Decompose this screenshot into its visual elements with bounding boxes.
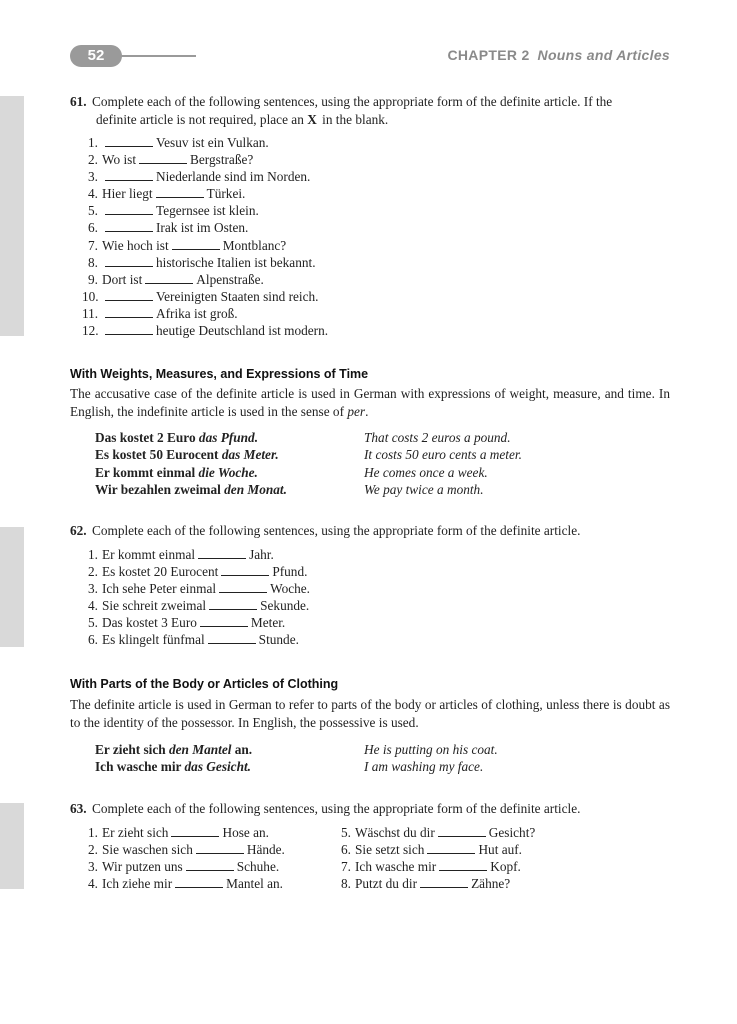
paragraph-text: The accusative case of the definite article is used in German with expressions of weight, measure, and time. In English, the indefinite article is used in the sense of: [70, 386, 670, 419]
exercise-item: [335, 875, 535, 892]
item-text-after: Tegernsee ist klein.: [156, 203, 259, 219]
exercise-item: [82, 134, 328, 151]
item-text-before: Wäschst du dir: [355, 825, 435, 840]
exercise-item: [82, 168, 328, 185]
item-text-after: Woche.: [270, 581, 311, 597]
answer-blank[interactable]: [105, 221, 153, 232]
answer-blank[interactable]: [105, 136, 153, 147]
item-number: 6.: [341, 842, 351, 858]
item-text-before: Er kommt einmal: [102, 547, 196, 562]
exercise-63-list-left: [82, 824, 285, 892]
exercise-item: [82, 322, 328, 339]
exercise-item: [82, 597, 310, 614]
item-number: 1.: [88, 135, 98, 150]
item-text-before: Dort ist: [102, 271, 143, 287]
item-number: 4.: [88, 186, 98, 202]
side-tab: [0, 96, 24, 336]
answer-blank[interactable]: [209, 599, 257, 610]
item-text-after: Gesicht?: [488, 825, 536, 840]
item-number: 5.: [341, 825, 351, 840]
answer-blank[interactable]: [105, 290, 153, 301]
item-number: 2.: [88, 152, 98, 168]
side-tab: [0, 527, 24, 647]
exercise-item: [82, 614, 310, 631]
item-text-after: Mantel an.: [226, 876, 284, 892]
example-en: It costs 50 euro cents a meter.: [364, 447, 522, 463]
answer-blank[interactable]: [105, 324, 153, 335]
item-text-after: Sekunde.: [260, 598, 310, 614]
english-translations: [364, 429, 522, 498]
example-de: Ich wasche mir das Gesicht.: [95, 759, 252, 775]
answer-blank[interactable]: [171, 826, 219, 837]
item-text-after: Bergstraße?: [190, 152, 254, 168]
example-en: I am washing my face.: [364, 759, 484, 775]
exercise-item: [82, 254, 328, 271]
exercise-item: [82, 237, 328, 254]
item-number: 10.: [82, 288, 99, 304]
item-text-before: Putzt du dir: [355, 876, 418, 892]
item-text-before: Ich ziehe mir: [102, 876, 173, 892]
item-number: 3.: [88, 859, 98, 875]
answer-blank[interactable]: [105, 256, 153, 267]
exercise-item: [82, 219, 328, 236]
section-paragraph: [70, 385, 670, 420]
item-text-after: Stunde.: [258, 632, 299, 648]
exercise-item: [82, 824, 285, 841]
exercise-item: [82, 858, 285, 875]
exercise-item: [82, 580, 310, 597]
exercise-item: [82, 288, 328, 305]
instruction-text: Complete each of the following sentences, using the appropriate form of the definite article.: [91, 801, 581, 816]
item-text-before: Es kostet 20 Eurocent: [102, 564, 219, 580]
exercise-number: 63.: [70, 801, 87, 816]
item-number: 2.: [88, 564, 98, 580]
answer-blank[interactable]: [105, 170, 153, 181]
answer-blank[interactable]: [156, 187, 204, 198]
item-text-before: Das kostet 3 Euro: [102, 615, 197, 631]
instruction-x: X: [307, 111, 317, 127]
exercise-item: [82, 631, 310, 648]
exercise-63-instructions: [70, 800, 670, 818]
item-number: 12.: [82, 323, 99, 339]
item-number: 5.: [88, 615, 98, 631]
item-number: 7.: [88, 237, 98, 253]
german-examples: [95, 741, 252, 776]
item-text-before: Wo ist: [102, 152, 137, 168]
answer-blank[interactable]: [105, 204, 153, 215]
exercise-item: [82, 202, 328, 219]
paragraph-text: .: [365, 403, 369, 419]
exercise-61-list: [82, 134, 328, 339]
answer-blank[interactable]: [420, 877, 468, 888]
answer-blank[interactable]: [200, 616, 248, 627]
answer-blank[interactable]: [172, 239, 220, 250]
exercise-item: [82, 875, 285, 892]
exercise-62-list: [82, 546, 310, 649]
section-title: With Weights, Measures, and Expressions of Time: [70, 367, 369, 381]
answer-blank[interactable]: [139, 153, 187, 164]
example-de: Er kommt einmal die Woche.: [95, 464, 258, 480]
item-number: 3.: [88, 169, 98, 185]
answer-blank[interactable]: [208, 633, 256, 644]
exercise-item: [82, 841, 285, 858]
paragraph-emphasis: per: [347, 403, 366, 419]
exercise-item: [82, 563, 310, 580]
item-text-before: Wir putzen uns: [102, 859, 183, 875]
item-text-after: Vereinigten Staaten sind reich.: [156, 288, 319, 304]
item-text-after: heutige Deutschland ist modern.: [156, 323, 329, 339]
exercise-63-list-right: [335, 824, 535, 892]
instruction-text: in the blank.: [318, 111, 389, 127]
example-de: Wir bezahlen zweimal den Monat.: [95, 481, 287, 497]
answer-blank[interactable]: [438, 826, 486, 837]
answer-blank[interactable]: [198, 548, 246, 559]
exercise-item: [82, 546, 310, 563]
item-text-before: Wie hoch ist: [102, 237, 169, 253]
item-text-before: Ich sehe Peter einmal: [102, 581, 217, 597]
side-tab: [0, 803, 24, 889]
item-number: 8.: [341, 876, 351, 892]
instruction-text: definite article is not required, place an: [96, 111, 308, 127]
example-de: Das kostet 2 Euro das Pfund.: [95, 430, 259, 445]
exercise-61-instructions: [70, 93, 670, 128]
answer-blank[interactable]: [196, 843, 244, 854]
item-number: 11.: [82, 305, 99, 321]
example-en: That costs 2 euros a pound.: [364, 430, 511, 445]
item-text-after: Zähne?: [471, 876, 511, 892]
item-text-after: Türkei.: [206, 186, 246, 202]
item-text-after: Pfund.: [272, 564, 308, 580]
header-rule: [118, 55, 196, 57]
item-text-after: Schuhe.: [236, 859, 280, 875]
item-number: 5.: [88, 203, 98, 219]
item-text-before: Sie waschen sich: [102, 842, 193, 858]
exercise-item: [82, 185, 328, 202]
item-text-after: Hose an.: [222, 825, 269, 840]
item-number: 2.: [88, 842, 98, 858]
item-text-before: Hier liegt: [102, 186, 153, 202]
exercise-item: [335, 841, 535, 858]
answer-blank[interactable]: [105, 307, 153, 318]
item-number: 7.: [341, 859, 351, 875]
english-translations: [364, 741, 498, 776]
german-examples: [95, 429, 287, 498]
item-text-after: Jahr.: [249, 547, 274, 562]
item-text-before: Ich wasche mir: [355, 859, 437, 875]
item-number: 9.: [88, 271, 98, 287]
instruction-text: Complete each of the following sentences, using the appropriate form of the definite article.: [91, 523, 581, 538]
item-number: 6.: [88, 220, 98, 236]
answer-blank[interactable]: [145, 273, 193, 284]
item-number: 1.: [88, 825, 98, 840]
item-text-after: Alpenstraße.: [196, 271, 264, 287]
answer-blank[interactable]: [439, 860, 487, 871]
item-number: 1.: [88, 547, 98, 562]
answer-blank[interactable]: [427, 843, 475, 854]
example-en: We pay twice a month.: [364, 481, 484, 497]
exercise-item: [82, 305, 328, 322]
chapter-label: CHAPTER 2: [447, 47, 530, 63]
answer-blank[interactable]: [175, 877, 223, 888]
exercise-item: [82, 151, 328, 168]
section-paragraph: The definite article is used in German to refer to parts of the body or articles of clothing, unless there is doubt as to the identity of the possessor. In English, the possessive is used.: [70, 697, 670, 730]
chapter-title: Nouns and Articles: [537, 47, 670, 63]
item-text-after: historische Italien ist bekannt.: [156, 254, 316, 270]
example-en: He is putting on his coat.: [364, 742, 498, 757]
item-text-after: Meter.: [250, 615, 286, 631]
answer-blank[interactable]: [219, 582, 267, 593]
item-number: 8.: [88, 254, 98, 270]
example-en: He comes once a week.: [364, 464, 488, 480]
example-de: Er zieht sich den Mantel an.: [95, 742, 253, 757]
exercise-item: [335, 858, 535, 875]
item-text-before: Sie setzt sich: [355, 842, 425, 858]
exercise-number: 61.: [70, 94, 87, 109]
item-text-after: Niederlande sind im Norden.: [156, 169, 311, 185]
page-number: 52: [70, 45, 122, 67]
item-number: 4.: [88, 876, 98, 892]
item-text-after: Irak ist im Osten.: [156, 220, 249, 236]
exercise-item: [335, 824, 535, 841]
chapter-header: [447, 47, 670, 63]
instruction-text: Complete each of the following sentences, using the appropriate form of the definite article. If the: [91, 94, 613, 109]
section-title: With Parts of the Body or Articles of Clothing: [70, 677, 339, 691]
item-text-before: Es klingelt fünfmal: [102, 632, 205, 648]
item-number: 6.: [88, 632, 98, 648]
exercise-item: [82, 271, 328, 288]
exercise-62-instructions: [70, 522, 670, 540]
example-de: Es kostet 50 Eurocent das Meter.: [95, 447, 279, 463]
item-text-after: Vesuv ist ein Vulkan.: [156, 135, 269, 150]
item-number: 4.: [88, 598, 98, 614]
item-text-after: Kopf.: [490, 859, 521, 875]
item-text-before: Er zieht sich: [102, 825, 169, 840]
item-number: 3.: [88, 581, 98, 597]
answer-blank[interactable]: [221, 565, 269, 576]
item-text-before: Sie schreit zweimal: [102, 598, 207, 614]
item-text-after: Hände.: [246, 842, 285, 858]
exercise-number: 62.: [70, 523, 87, 538]
item-text-after: Montblanc?: [222, 237, 287, 253]
item-text-after: Afrika ist groß.: [156, 305, 238, 321]
item-text-after: Hut auf.: [478, 842, 523, 858]
answer-blank[interactable]: [186, 860, 234, 871]
